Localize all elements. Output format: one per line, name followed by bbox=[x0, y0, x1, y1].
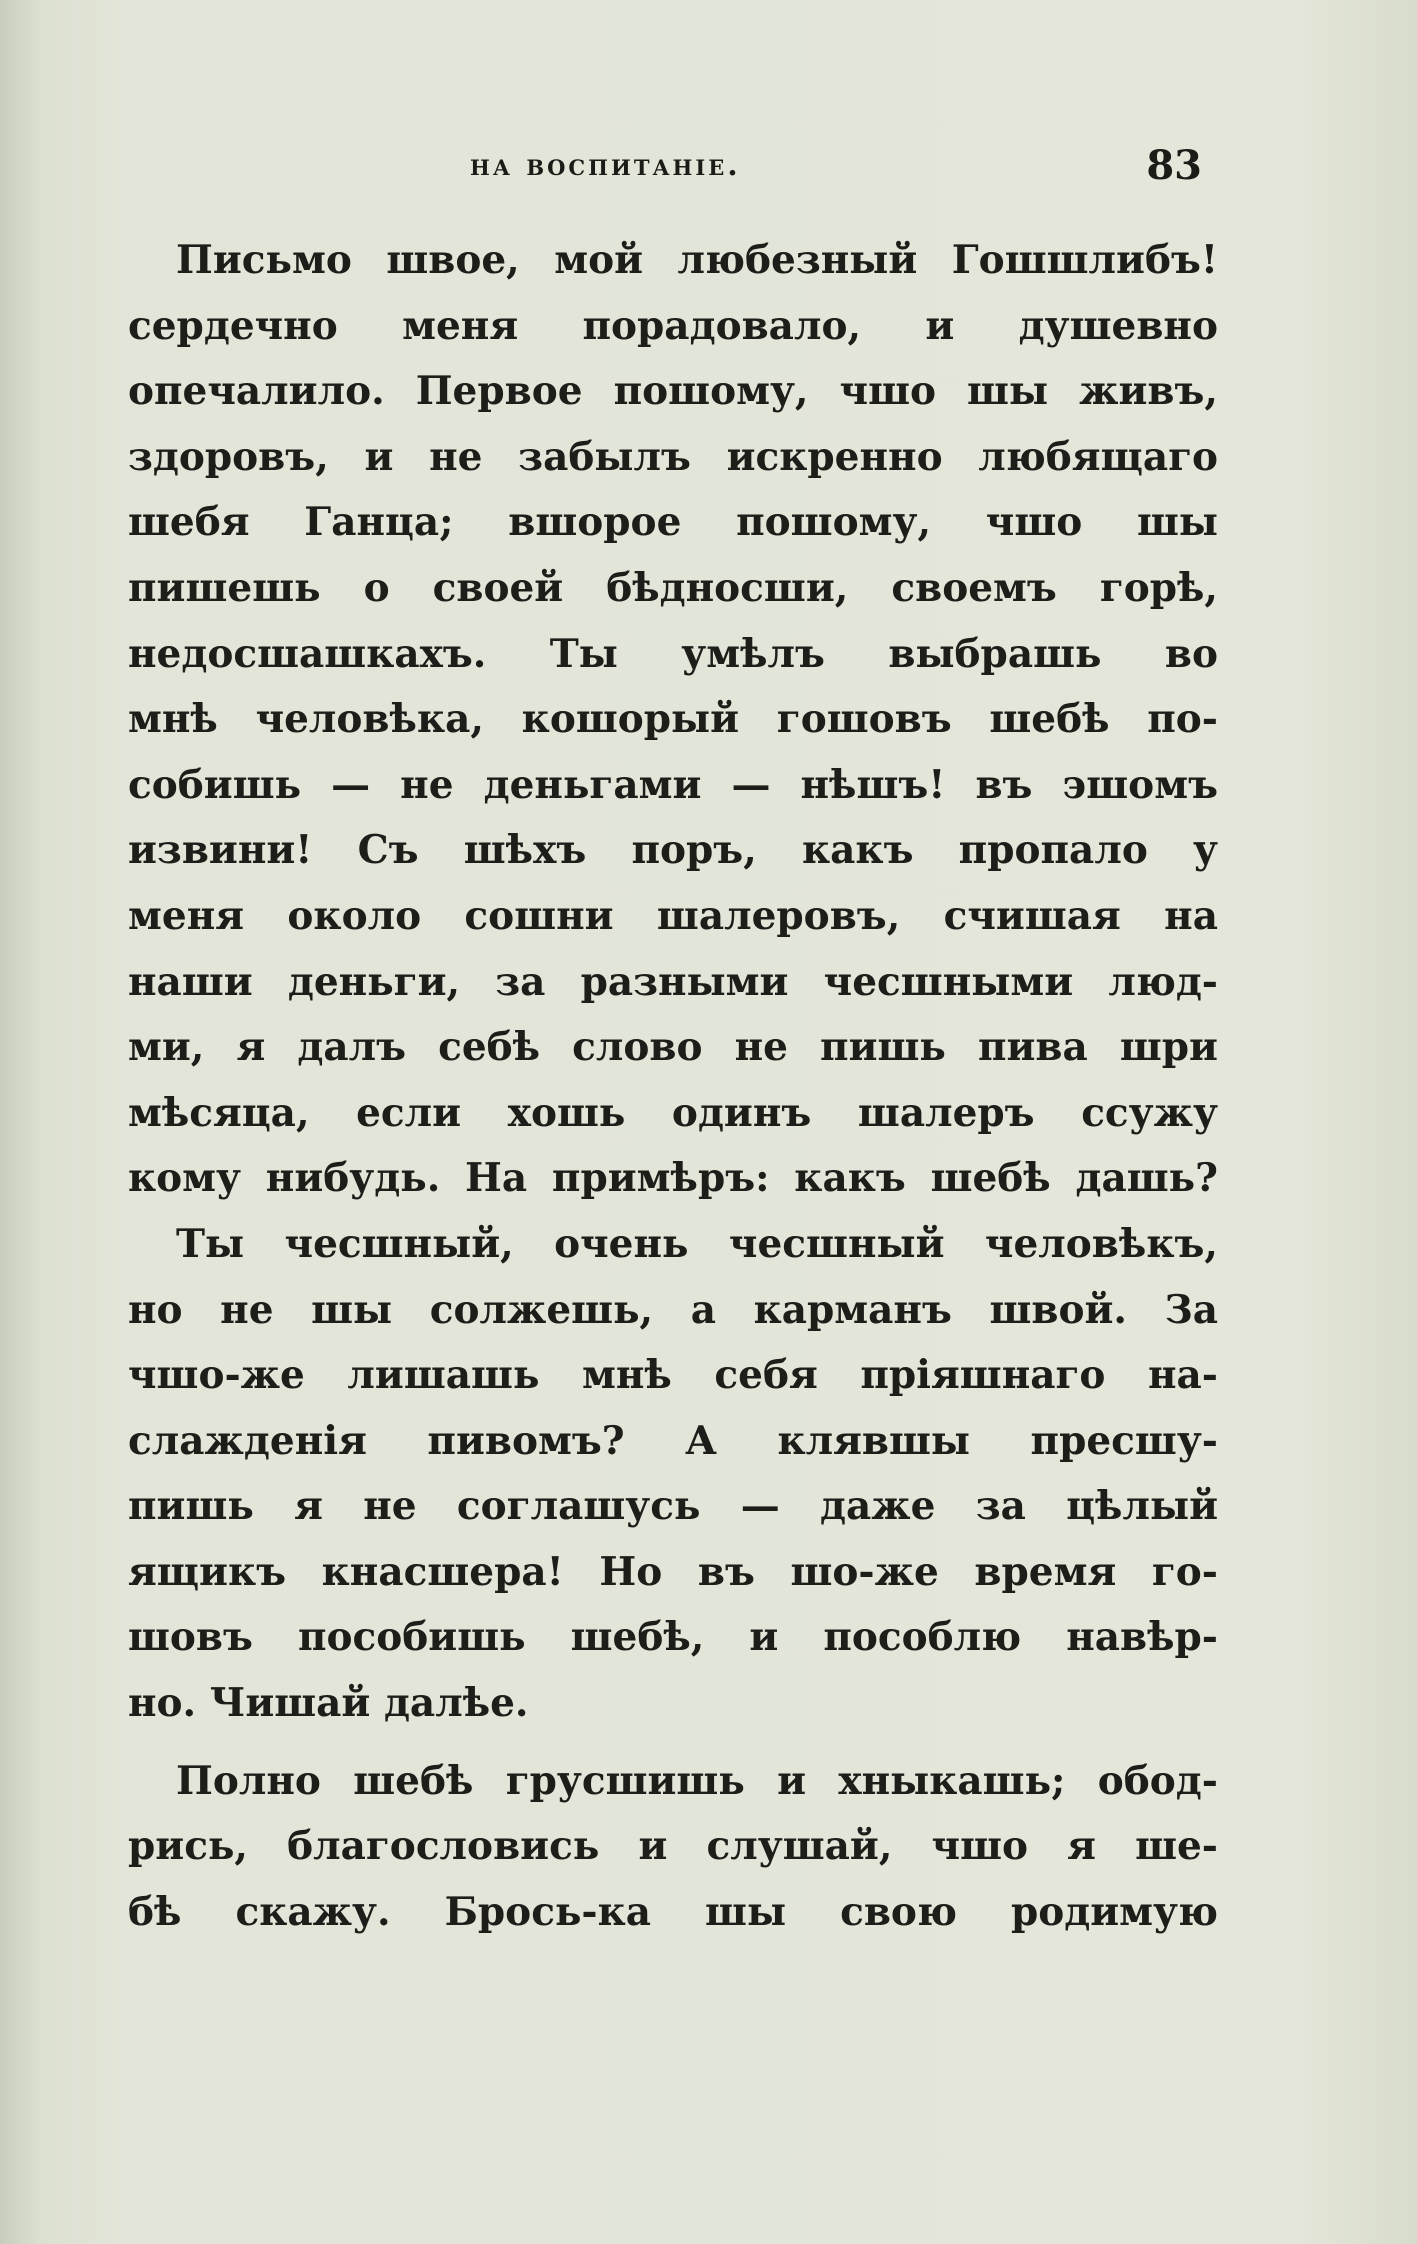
text-line: ящикъ кнасшера! Но въ шо-же время го- bbox=[128, 1548, 1218, 1595]
body-text bbox=[128, 228, 1218, 1945]
text-line: пишь я не соглашусь — даже за цѣлый bbox=[128, 1483, 1218, 1530]
text-line: бѣ скажу. Брось-ка шы свою родимую bbox=[128, 1888, 1218, 1935]
text-line: мѣсяца, если хошь одинъ шалеръ ссужу bbox=[128, 1089, 1218, 1136]
text-line: сердечно меня порадовало, и душевно bbox=[128, 302, 1218, 349]
text-line: извини! Съ шѣхъ поръ, какъ пропало у bbox=[128, 827, 1218, 874]
text-line: недосшашкахъ. Ты умѣлъ выбрашь во bbox=[128, 630, 1218, 677]
text-line: меня около сошни шалеровъ, счишая на bbox=[128, 892, 1218, 939]
text-line: собишь — не деньгами — нѣшъ! въ эшомъ bbox=[128, 761, 1218, 808]
text-line: Письмо швое, мой любезный Гошшлибъ! bbox=[176, 237, 1218, 283]
text-line: ми, я далъ себѣ слово не пишь пива шри bbox=[128, 1024, 1218, 1071]
text-line: шебя Ганца; вшорое пошому, чшо шы bbox=[128, 499, 1218, 546]
text-line: здоровъ, и не забылъ искренно любящаго bbox=[128, 433, 1218, 480]
text-line: но. Чишай далѣе. bbox=[128, 1680, 529, 1727]
text-line: мнѣ человѣка, кошорый гошовъ шебѣ по- bbox=[128, 696, 1218, 743]
text-line: опечалило. Первое пошому, чшо шы живъ, bbox=[128, 368, 1218, 415]
running-head: на воспитаніе. bbox=[470, 148, 741, 183]
paragraph-gap bbox=[128, 1737, 1218, 1749]
text-line: Ты чесшный, очень чесшный человѣкъ, bbox=[176, 1220, 1218, 1267]
text-line: рись, благословись и слушай, чшо я ше- bbox=[128, 1823, 1218, 1870]
page-number: 83 bbox=[1146, 142, 1202, 189]
text-line: наши деньги, за разными чесшными люд- bbox=[128, 958, 1218, 1005]
text-line: но не шы солжешь, а карманъ швой. За bbox=[128, 1286, 1218, 1333]
text-line: Полно шебѣ грусшишь и хныкашь; обод- bbox=[176, 1757, 1218, 1804]
text-line: кому нибудь. На примѣръ: какъ шебѣ дашь? bbox=[128, 1155, 1218, 1202]
text-line: пишешь о своей бѣдносши, своемъ горѣ, bbox=[128, 564, 1218, 611]
text-line: чшо-же лишашь мнѣ себя пріяшнаго на- bbox=[128, 1352, 1218, 1399]
page-header bbox=[470, 142, 1202, 196]
text-line: слажденія пивомъ? А клявшы пресшу- bbox=[128, 1417, 1218, 1464]
text-line: шовъ пособишь шебѣ, и пособлю навѣр- bbox=[128, 1614, 1218, 1661]
